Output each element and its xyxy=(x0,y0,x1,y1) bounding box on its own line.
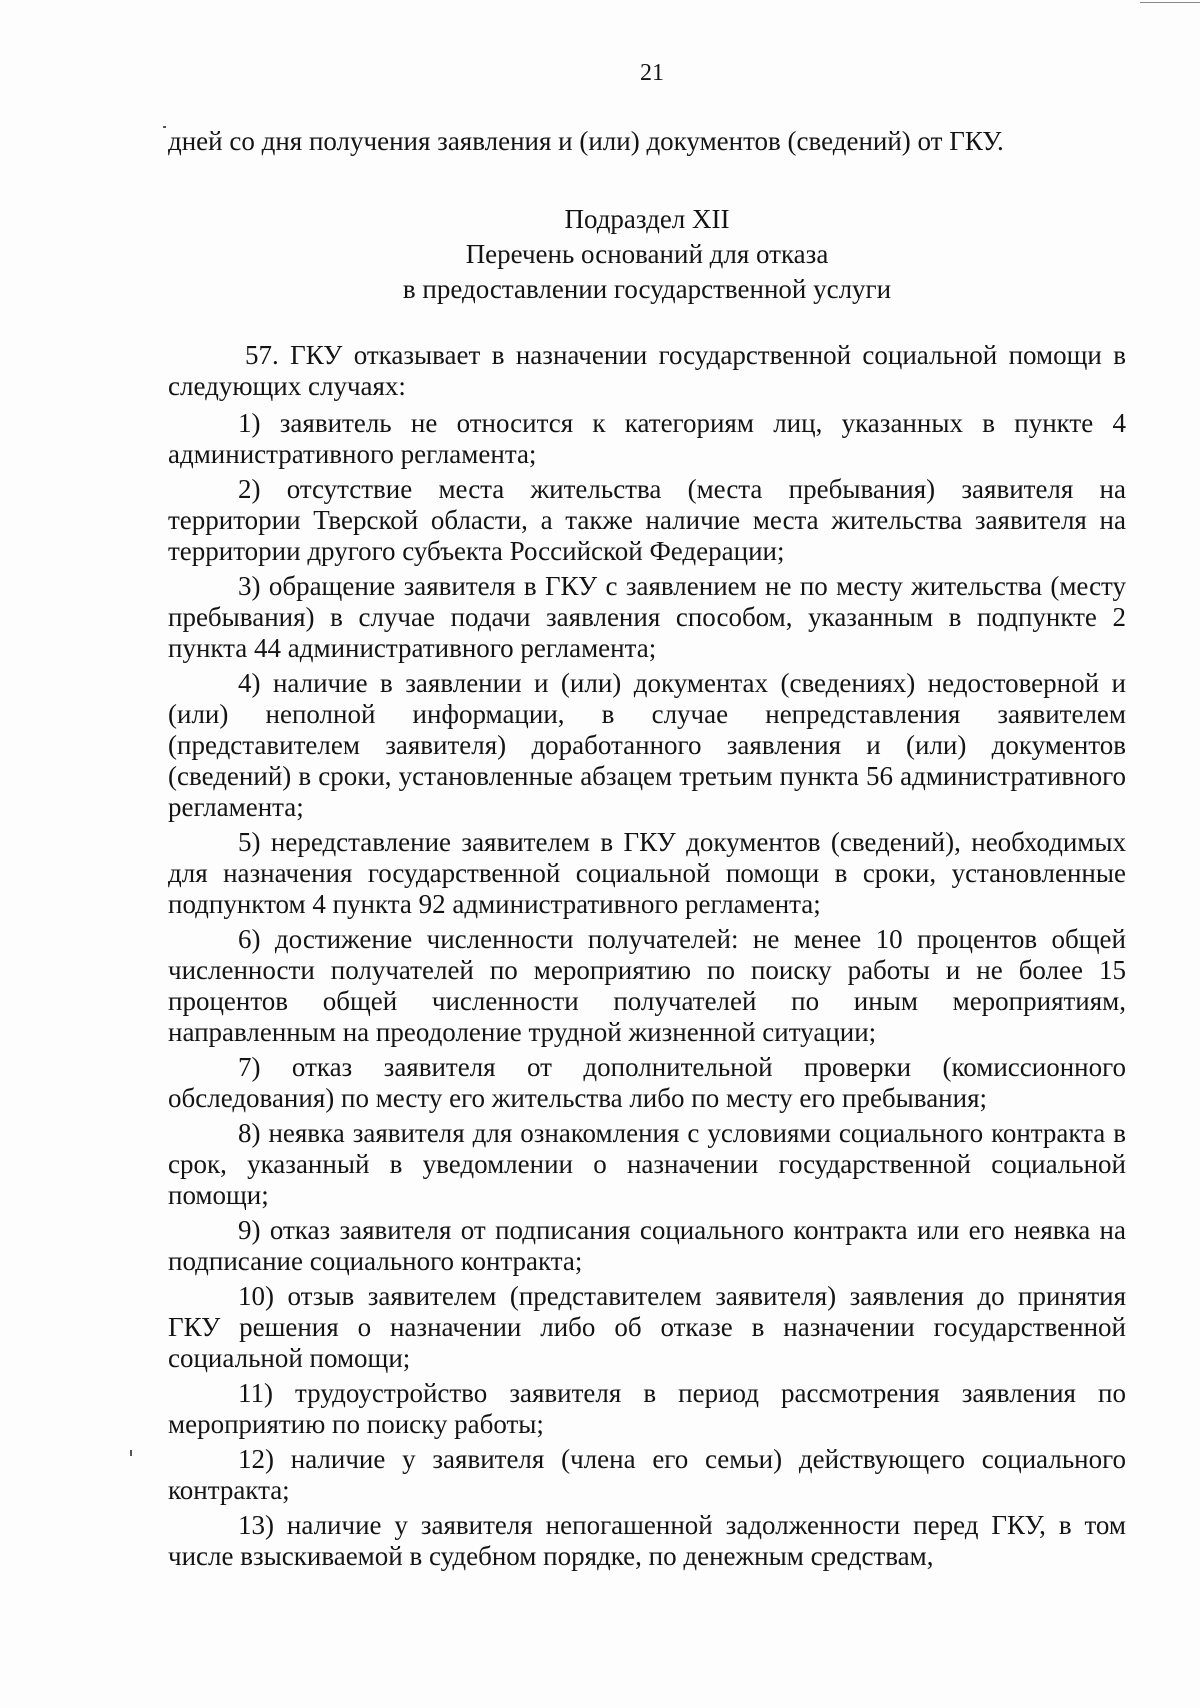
list-item-10: 10) отзыв заявителем (представителем заявителя) заявления до принятия ГКУ решения о назначении либо об отказе в назначении государственной социальной помощи; xyxy=(168,1281,1126,1373)
list-item-6: 6) достижение численности получателей: не менее 10 процентов общей численности получателей по мероприятию по поиску работы и не более 15 процентов общей численности получателей по иным мероприятиям, направленным на преодоление трудной жизненной ситуации; xyxy=(168,924,1126,1047)
scan-speck xyxy=(130,1450,132,1456)
document-body xyxy=(168,112,1126,1576)
heading-title-line-2: в предоставлении государственной услуги xyxy=(402,274,892,304)
list-item-1: 1) заявитель не относится к категориям лиц, указанных в пункте 4 административного регламента; xyxy=(168,408,1126,469)
list-item-8: 8) неявка заявителя для ознакомления с условиями социального контракта в срок, указанный в уведомлении о назначении государственной социальной помощи; xyxy=(168,1118,1126,1210)
list-item-11: 11) трудоустройство заявителя в период рассмотрения заявления по мероприятию по поиску работы; xyxy=(168,1378,1126,1439)
list-item-9: 9) отказ заявителя от подписания социального контракта или его неявка на подписание социального контракта; xyxy=(168,1215,1126,1276)
section-heading xyxy=(168,203,1126,305)
scan-border-line xyxy=(1140,2,1200,3)
paragraph-57: 57. ГКУ отказывает в назначении государственной социальной помощи в следующих случаях: xyxy=(168,340,1126,401)
list-item-2: 2) отсутствие места жительства (места пребывания) заявителя на территории Тверской области, а также наличие места жительства заявителя на территории другого субъекта Российской Федерации; xyxy=(168,474,1126,566)
list-item-7: 7) отказ заявителя от дополнительной проверки (комиссионного обследования) по месту его жительства либо по месту его пребывания; xyxy=(168,1052,1126,1113)
paragraph-list xyxy=(168,340,1126,1572)
list-item-3: 3) обращение заявителя в ГКУ с заявлением не по месту жительства (месту пребывания) в случае подачи заявления способом, указанным в подпункте 2 пункта 44 административного регламента; xyxy=(168,571,1126,663)
continuation-line: дней со дня получения заявления и (или) документов (сведений) от ГКУ. xyxy=(168,126,1004,156)
list-item-12: 12) наличие у заявителя (члена его семьи) действующего социального контракта; xyxy=(168,1444,1126,1505)
list-item-5: 5) нередставление заявителем в ГКУ документов (сведений), необходимых для назначения государственной социальной помощи в сроки, установленные подпунктом 4 пункта 92 административного регламента; xyxy=(168,827,1126,919)
page-number: 21 xyxy=(640,60,664,86)
scan-speck xyxy=(163,126,166,128)
heading-title-line-1: Перечень оснований для отказа xyxy=(465,239,829,269)
list-item-4: 4) наличие в заявлении и (или) документах (сведениях) недостоверной и (или) неполной информации, в случае непредставления заявителем (представителем заявителя) доработанного заявления и (или) документов (сведений) в сроки, установленные абзацем третьим пункта 56 административного регламента; xyxy=(168,668,1126,822)
heading-subsection: Подраздел XII xyxy=(564,204,730,234)
list-item-13: 13) наличие у заявителя непогашенной задолженности перед ГКУ, в том числе взыскиваемой в судебном порядке, по денежным средствам, xyxy=(168,1510,1126,1571)
